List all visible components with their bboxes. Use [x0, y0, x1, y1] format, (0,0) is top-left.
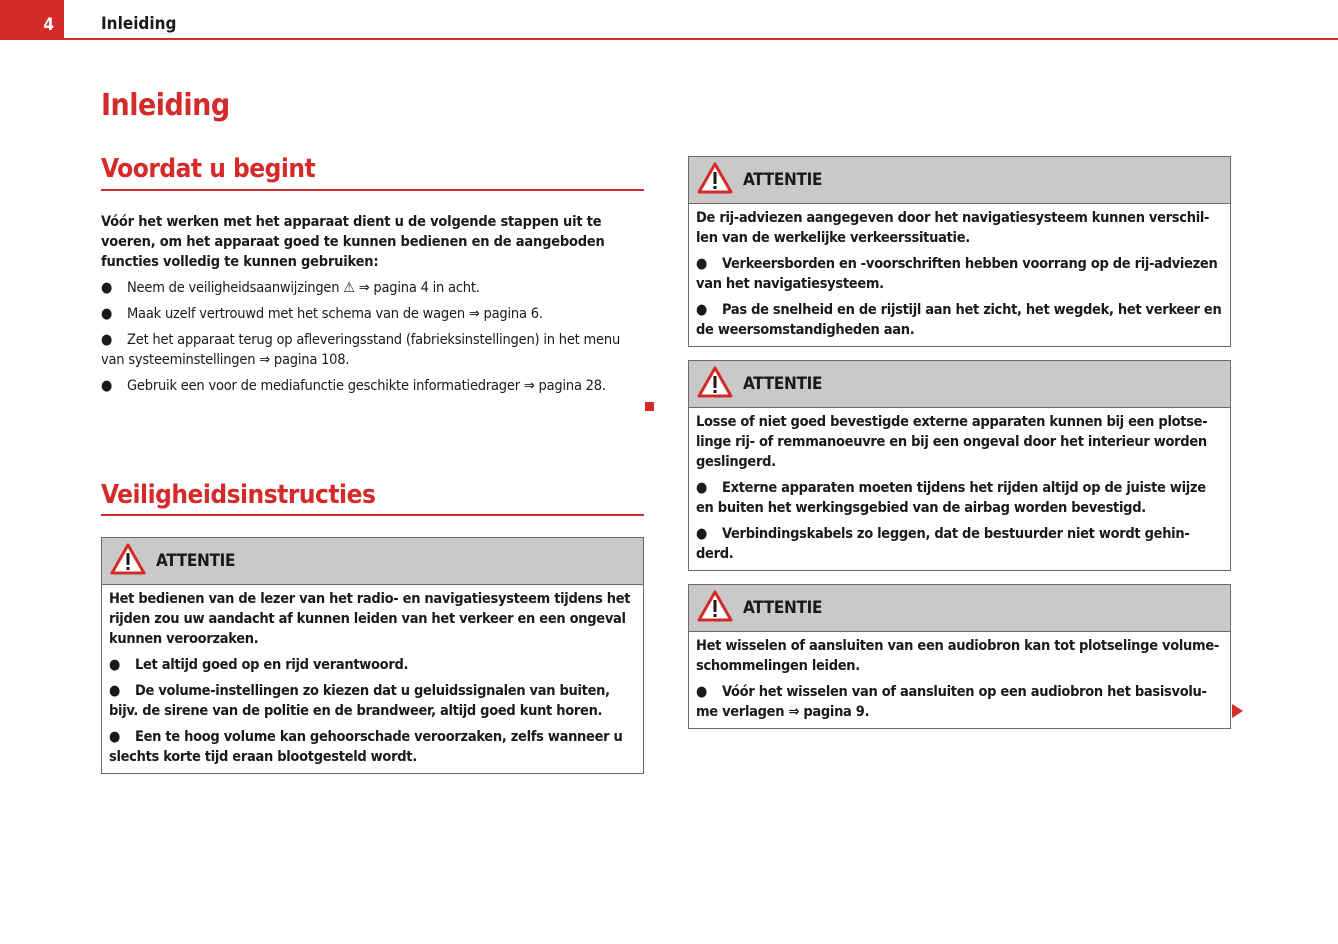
- bullet-icon: ●: [101, 280, 113, 296]
- warning-body: [689, 204, 1230, 346]
- bullet-icon: ●: [696, 256, 708, 272]
- warning-box: [688, 156, 1231, 347]
- warning-intro: Het wisselen of aansluiten van een audiobron kan tot plotselinge volume-schommelingen leiden.: [696, 638, 1219, 674]
- warning-header: [689, 157, 1230, 204]
- warning-box: [688, 360, 1231, 571]
- section-rule: [101, 189, 644, 191]
- bullet-icon: ●: [109, 683, 121, 699]
- warning-intro: Losse of niet goed bevestigde externe apparaten kunnen bij een plotse-linge rij- of remmanoeuvre en bij een ongeval door het interieur worden geslingerd.: [696, 414, 1208, 470]
- warning-title: ATTENTIE: [156, 551, 236, 571]
- list-item: ● Maak uzelf vertrouwd met het schema van de wagen ⇒ pagina 6.: [101, 306, 543, 322]
- warning-triangle-icon: [697, 590, 733, 626]
- list-item: ● Verbindingskabels zo leggen, dat de bestuurder niet wordt gehin-derd.: [696, 526, 1190, 562]
- warning-triangle-icon: [697, 366, 733, 402]
- warning-intro: Het bedienen van de lezer van het radio- en navigatiesysteem tijdens het rijden zou uw aandacht af kunnen leiden van het verkeer en een ongeval kunnen veroorzaken.: [109, 591, 631, 647]
- bullet-icon: ●: [101, 332, 113, 348]
- warning-triangle-icon: [110, 543, 146, 579]
- list-item: ● De volume-instellingen zo kiezen dat u geluidssignalen van buiten, bijv. de sirene van de politie en de brandweer, altijd goed kunt horen.: [109, 683, 610, 719]
- list-item: ● Pas de snelheid en de rijstijl aan het zicht, het wegdek, het verkeer en de weersomstandigheden aan.: [696, 302, 1222, 338]
- warning-title: ATTENTIE: [743, 374, 823, 394]
- section-rule: [101, 514, 644, 516]
- bullet-icon: ●: [109, 657, 121, 673]
- warning-header: [689, 585, 1230, 632]
- section-heading-voordat-u-begint: Voordat u begint: [101, 154, 316, 184]
- section1-body: [101, 212, 641, 402]
- running-title: Inleiding: [101, 14, 177, 34]
- warning-box: [688, 584, 1231, 729]
- warning-triangle-icon: [697, 162, 733, 198]
- warning-intro: De rij-adviezen aangegeven door het navigatiesysteem kunnen verschil-len van de werkelijke verkeerssituatie.: [696, 210, 1210, 246]
- section-heading-veiligheidsinstructies: Veiligheidsinstructies: [101, 480, 376, 510]
- list-item: ● Verkeersborden en -voorschriften hebben voorrang op de rij-adviezen van het navigatiesysteem.: [696, 256, 1218, 292]
- bullet-icon: ●: [696, 480, 708, 496]
- warning-body: [689, 408, 1230, 570]
- list-item: ● Externe apparaten moeten tijdens het rijden altijd op de juiste wijze en buiten het werkingsgebied van de airbag worden bevestigd.: [696, 480, 1206, 516]
- red-arrow-continue-icon: [1232, 704, 1243, 718]
- warning-header: [689, 361, 1230, 408]
- list-item: ● Vóór het wisselen van of aansluiten op een audiobron het basisvolu-me verlagen ⇒ pagina 9.: [696, 684, 1207, 720]
- warning-body: [102, 585, 643, 773]
- page-number: 4: [0, 0, 64, 40]
- warning-title: ATTENTIE: [743, 598, 823, 618]
- warning-box: [101, 537, 644, 774]
- warning-body: [689, 632, 1230, 728]
- list-item: ● Let altijd goed op en rijd verantwoord.: [109, 657, 409, 673]
- page-title: Inleiding: [101, 88, 230, 123]
- bullet-icon: ●: [101, 378, 113, 394]
- section1-intro: Vóór het werken met het apparaat dient u de volgende stappen uit te voeren, om het apparaat goed te kunnen bedienen en de aangeboden functies volledig te kunnen gebruiken:: [101, 214, 605, 270]
- list-item: ● Een te hoog volume kan gehoorschade veroorzaken, zelfs wanneer u slechts korte tijd eraan blootgesteld wordt.: [109, 729, 623, 765]
- warning-title: ATTENTIE: [743, 170, 823, 190]
- list-item: ● Neem de veiligheidsaanwijzingen ⚠ ⇒ pagina 4 in acht.: [101, 280, 480, 296]
- bullet-icon: ●: [696, 684, 708, 700]
- red-square-end-icon: [645, 402, 654, 411]
- list-item: ● Zet het apparaat terug op afleveringsstand (fabrieksinstellingen) in het menu van systeeminstellingen ⇒ pagina 108.: [101, 332, 621, 368]
- bullet-icon: ●: [696, 302, 708, 318]
- header-rule: [0, 38, 1338, 40]
- bullet-icon: ●: [101, 306, 113, 322]
- bullet-icon: ●: [109, 729, 121, 745]
- warning-header: [102, 538, 643, 585]
- bullet-icon: ●: [696, 526, 708, 542]
- list-item: ● Gebruik een voor de mediafunctie geschikte informatiedrager ⇒ pagina 28.: [101, 378, 606, 394]
